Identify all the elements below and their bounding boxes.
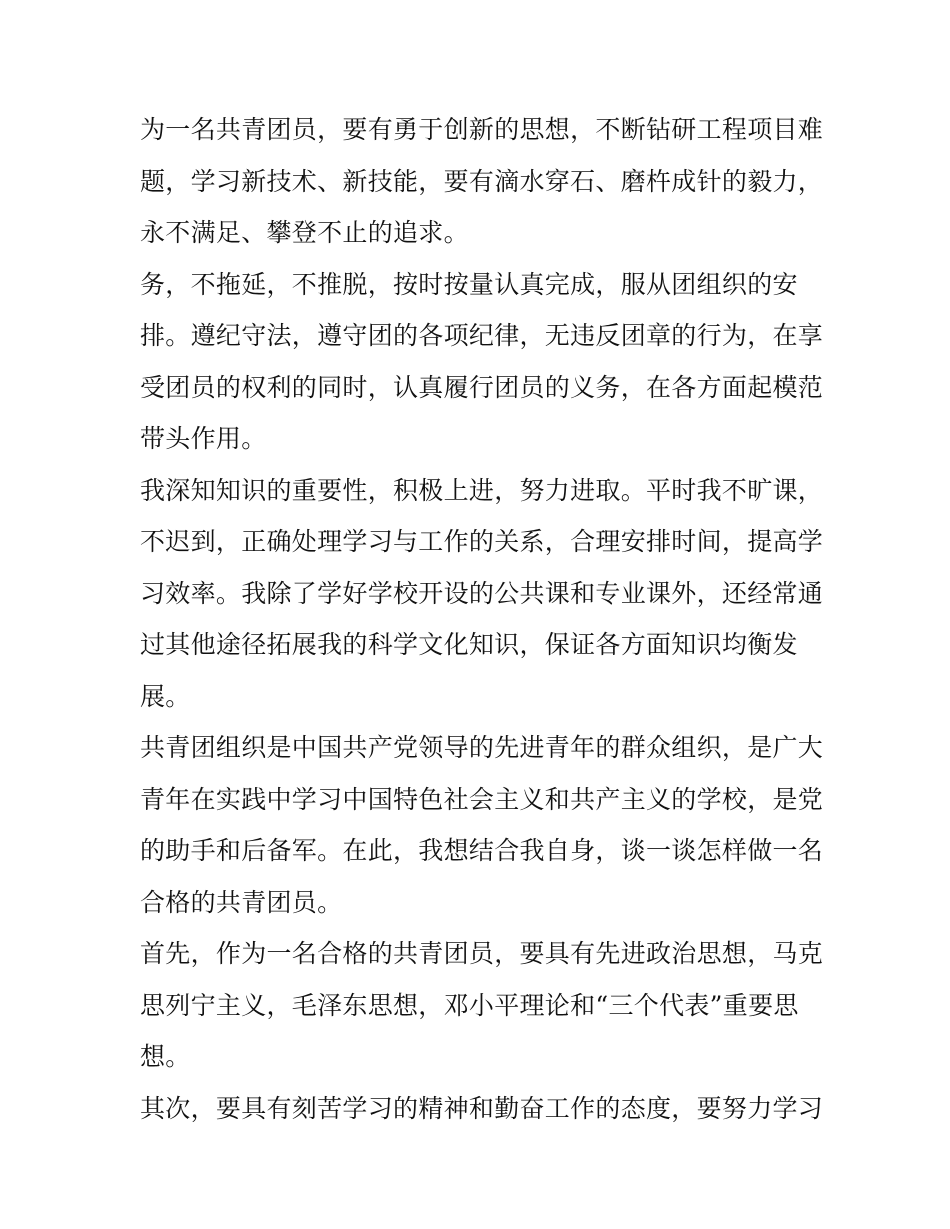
text-line: 展。 xyxy=(140,681,191,711)
text-line: 不迟到，正确处理学习与工作的关系，合理安排时间，提高学 xyxy=(140,527,824,556)
text-line: 我深知知识的重要性，积极上进，努力进取。平时我不旷课， xyxy=(140,475,824,505)
text-line: 务，不拖延，不推脱，按时按量认真完成，服从团组织的安 xyxy=(140,269,798,299)
text-line: 想。 xyxy=(140,1042,191,1071)
text-line: 共青团组织是中国共产党领导的先进青年的群众组织，是广大 xyxy=(140,733,824,762)
text-line: 为一名共青团员，要有勇于创新的思想，不断钻研工程项目难 xyxy=(140,115,824,144)
text-line: 的助手和后备军。在此，我想结合我自身，谈一谈怎样做一名 xyxy=(140,836,824,865)
text-line: 首先，作为一名合格的共青团员，要具有先进政治思想，马克 xyxy=(140,939,824,968)
text-line: 思列宁主义，毛泽东思想，邓小平理论和“三个代表”重要思 xyxy=(140,990,799,1020)
text-line: 其次，要具有刻苦学习的精神和勤奋工作的态度，要努力学习 xyxy=(140,1093,824,1123)
text-line: 受团员的权利的同时，认真履行团员的义务，在各方面起模范 xyxy=(140,372,824,402)
text-line: 青年在实践中学习中国特色社会主义和共产主义的学校，是党 xyxy=(140,784,824,814)
text-line: 永不满足、攀登不止的追求。 xyxy=(140,218,469,247)
text-line: 带头作用。 xyxy=(140,424,267,453)
text-line: 习效率。我除了学好学校开设的公共课和专业课外，还经常通 xyxy=(140,578,824,608)
body-text xyxy=(140,104,830,1134)
text-line: 过其他途径拓展我的科学文化知识，保证各方面知识均衡发 xyxy=(140,630,798,659)
text-line: 合格的共青团员。 xyxy=(140,887,343,917)
text-line: 排。遵纪守法，遵守团的各项纪律，无违反团章的行为，在享 xyxy=(140,321,824,350)
text-line: 题，学习新技术、新技能，要有滴水穿石、磨杵成针的毅力， xyxy=(140,166,824,196)
